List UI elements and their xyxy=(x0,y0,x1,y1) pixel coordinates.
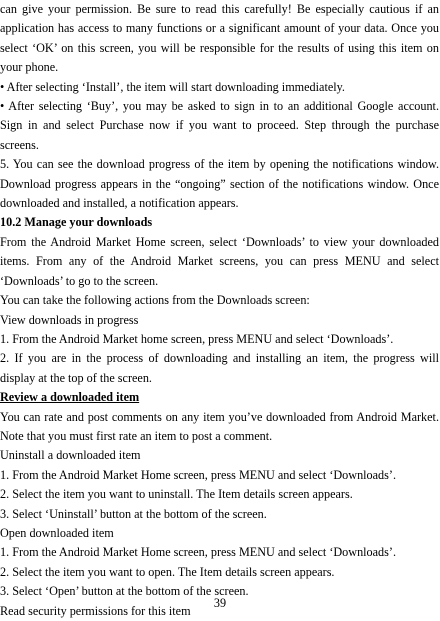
heading-review-item: Review a downloaded item xyxy=(0,390,140,405)
paragraph-review: You can rate and post comments on any item you’ve downloaded from Android Market. Note that you must first rate an item to post a comment. xyxy=(0,409,439,443)
step-download-progress: 5. You can see the download progress of the item by opening the notifications window. Download progress appears in the “ongoing” section of the notifications window. Once downloaded and installed, a notification appears. xyxy=(0,157,439,211)
paragraph-downloads-screen: From the Android Market Home screen, select ‘Downloads’ to view your downloaded items. From any of the Android Market screens, you can press MENU and select ‘Downloads’ to go to the screen. xyxy=(0,234,439,288)
label-security-permissions: Read security permissions for this item xyxy=(0,603,191,618)
step-uninstall-1: 1. From the Android Market Home screen, press MENU and select ‘Downloads’. xyxy=(0,467,397,482)
step-uninstall-3: 3. Select ‘Uninstall’ button at the bottom of the screen. xyxy=(0,506,267,521)
bullet-install: • After selecting ‘Install’, the item will start downloading immediately. xyxy=(0,79,345,94)
heading-manage-downloads: 10.2 Manage your downloads xyxy=(0,215,153,230)
label-uninstall-item: Uninstall a downloaded item xyxy=(0,448,141,463)
step-open-1: 1. From the Android Market Home screen, press MENU and select ‘Downloads’. xyxy=(0,545,397,560)
bullet-buy: • After selecting ‘Buy’, you may be asked to sign in to an additional Google account. Sign in and select Purchase now if you want to proceed. Step through the purchase screens. xyxy=(0,99,439,152)
label-open-item: Open downloaded item xyxy=(0,525,114,540)
paragraph-actions-intro: You can take the following actions from the Downloads screen: xyxy=(0,293,310,308)
paragraph-permission-warning: can give your permission. Be sure to read this carefully! Be especially cautious if an application has access to many functions or a significant amount of your data. Once you select ‘OK’ on this screen, you will be responsible for the results of using this item on your phone. xyxy=(0,2,439,75)
step-view-2: 2. If you are in the process of downloading and installing an item, the progress will display at the top of the screen. xyxy=(0,351,439,385)
step-view-1: 1. From the Android Market home screen, press MENU and select ‘Downloads’. xyxy=(0,331,394,346)
step-uninstall-2: 2. Select the item you want to uninstall. The Item details screen appears. xyxy=(0,487,353,502)
label-view-downloads: View downloads in progress xyxy=(0,312,139,327)
page-number: 39 xyxy=(213,596,227,610)
step-open-3: 3. Select ‘Open’ button at the bottom of the screen. xyxy=(0,584,249,599)
step-open-2: 2. Select the item you want to open. The Item details screen appears. xyxy=(0,564,335,579)
